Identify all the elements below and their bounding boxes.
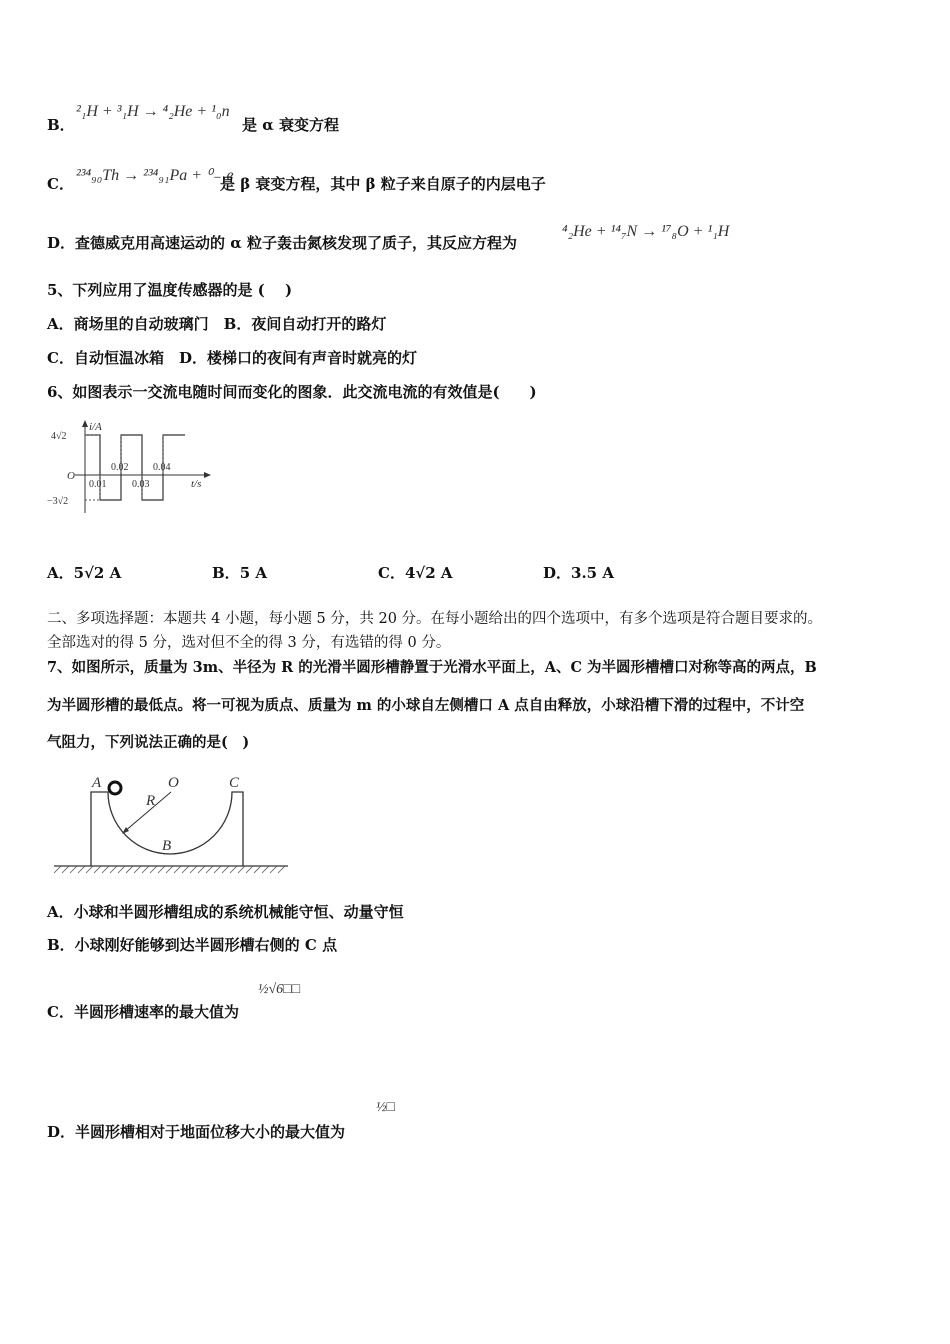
q5-options-line2: C．自动恒温冰箱 D．楼梯口的夜间有声音时就亮的灯 bbox=[47, 349, 417, 367]
q7-label-b: B bbox=[162, 838, 172, 854]
q6-y-bottom-label: −3√2 bbox=[47, 496, 69, 507]
q7-label-o: O bbox=[168, 775, 179, 791]
q7-stem-line3: 气阻力，下列说法正确的是( ) bbox=[47, 734, 250, 751]
q7-label-a: A bbox=[92, 775, 102, 791]
q7-option-c: C．半圆形槽速率的最大值为 bbox=[47, 1003, 239, 1021]
q5-options-line1: A．商场里的自动玻璃门 B．夜间自动打开的路灯 bbox=[47, 315, 387, 333]
q4-option-d-label: D． bbox=[47, 234, 76, 252]
q7-stem-line1: 7、如图所示，质量为 3m、半径为 R 的光滑半圆形槽静置于光滑水平面上，A、C 为半圆形槽槽口对称等高的两点，B bbox=[47, 659, 817, 676]
q6-option-c: C．4√2 A bbox=[378, 564, 453, 582]
q7-option-a: A．小球和半圆形槽组成的系统机械能守恒、动量守恒 bbox=[47, 903, 404, 921]
q6-y-top-label: 4√2 bbox=[51, 431, 67, 442]
q6-ac-current-graph bbox=[45, 418, 215, 523]
q7-stem-line2: 为半圆形槽的最低点。将一可视为质点、质量为 m 的小球自左侧槽口 A 点自由释放，小球沿槽下滑的过程中，不计空 bbox=[47, 697, 805, 714]
q6-stem: 6、如图表示一交流电随时间而变化的图象．此交流电流的有效值是( ) bbox=[47, 383, 537, 401]
q6-xlabel: t/s bbox=[191, 478, 202, 490]
q5-stem: 5、下列应用了温度传感器的是 ( ) bbox=[47, 281, 293, 299]
q4-option-d-text: 查德威克用高速运动的 α 粒子轰击氮核发现了质子，其反应方程为 bbox=[75, 234, 517, 252]
q6-option-a: A．5√2 A bbox=[47, 564, 122, 582]
q6-origin: O bbox=[67, 470, 75, 482]
q6-option-d: D．3.5 A bbox=[543, 564, 614, 582]
section2-heading-line2: 全部选对的得 5 分，选对但不全的得 3 分，有选错的得 0 分。 bbox=[47, 635, 451, 651]
q4-option-c-label: C． bbox=[47, 175, 74, 193]
q6-ylabel: i/A bbox=[89, 421, 102, 433]
q7-option-b: B．小球刚好能够到达半圆形槽右侧的 C 点 bbox=[47, 936, 338, 954]
q6-xtick-0.04: 0.04 bbox=[153, 462, 171, 473]
q6-xtick-0.01: 0.01 bbox=[89, 479, 107, 490]
q7-semicircle-groove-figure bbox=[50, 770, 300, 880]
q7-label-r: R bbox=[146, 793, 156, 809]
q4-option-c-text: 是 β 衰变方程，其中 β 粒子来自原子的内层电子 bbox=[220, 175, 546, 193]
section2-heading-line1: 二、多项选择题：本题共 4 小题，每小题 5 分，共 20 分。在每小题给出的四个选项中，有多个选项是符合题目要求的。 bbox=[47, 611, 823, 627]
q4-option-b-formula: ²₁H + ³₁H → ⁴₂He + ¹₀n bbox=[76, 103, 230, 120]
q7-label-c: C bbox=[229, 775, 240, 791]
q4-option-d-formula: ⁴₂He + ¹⁴₇N → ¹⁷₈O + ¹₁H bbox=[562, 223, 730, 240]
q6-xtick-0.02: 0.02 bbox=[111, 462, 129, 473]
q4-option-b-text: 是 α 衰变方程 bbox=[242, 116, 339, 134]
q7-option-d-formula: ½□ bbox=[376, 1100, 395, 1115]
q6-xtick-0.03: 0.03 bbox=[132, 479, 150, 490]
q7-option-d: D．半圆形槽相对于地面位移大小的最大值为 bbox=[47, 1123, 346, 1141]
q6-option-b: B．5 A bbox=[212, 564, 267, 582]
q4-option-b bbox=[47, 115, 75, 135]
q4-option-b-label: B． bbox=[47, 116, 75, 134]
q4-option-c-formula: ²³⁴₉₀Th → ²³⁴₉₁Pa + ⁰₋₁e bbox=[76, 167, 234, 184]
q7-option-c-formula: ½√6□□ bbox=[258, 982, 301, 997]
